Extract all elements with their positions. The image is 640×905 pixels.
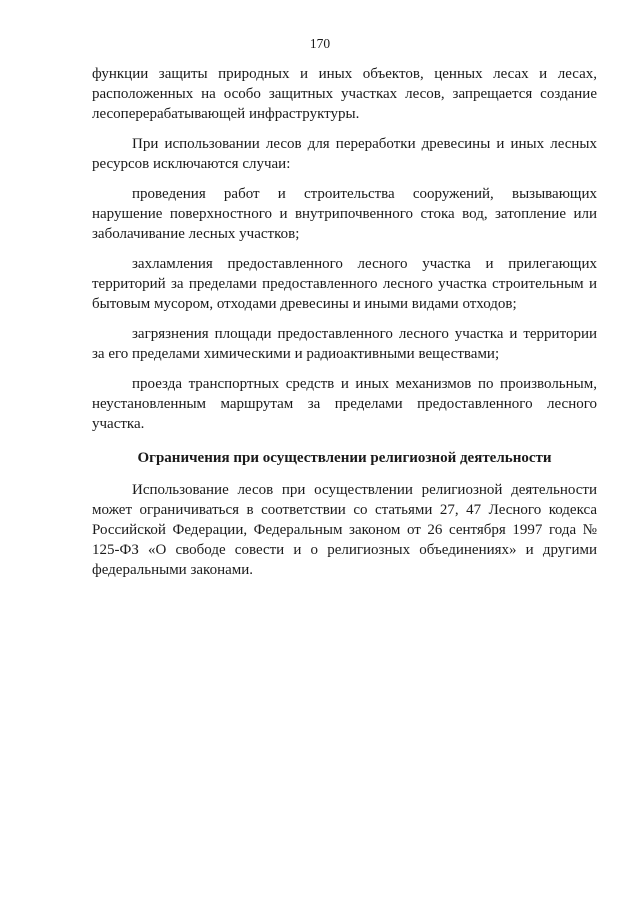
paragraph-case-2: захламления предоставленного лесного участка и прилегающих территорий за пределами предоставленного лесного участка строительным и бытовым мусором, отходами древесины и иными видами отходов; (92, 256, 597, 312)
section-heading: Ограничения при осуществлении религиозной деятельности (137, 450, 552, 466)
paragraph-continuation: функции защиты природных и иных объектов, ценных лесах и лесах, расположенных на особо защитных участках лесов, запрещается создание лесоперерабатывающей инфраструктуры. (92, 66, 597, 122)
paragraph-case-3: загрязнения площади предоставленного лесного участка и территории за его пределами химическими и радиоактивными веществами; (92, 326, 597, 362)
paragraph-case-4: проезда транспортных средств и иных механизмов по произвольным, неустановленным маршрутам за пределами предоставленного лесного участка. (92, 376, 597, 432)
paragraph-case-1: проведения работ и строительства сооружений, вызывающих нарушение поверхностного и внутрипочвенного стока вод, затопление или заболачивание лесных участков; (92, 186, 597, 242)
document-body (92, 64, 597, 590)
section-paragraph: Использование лесов при осуществлении религиозной деятельности может ограничиваться в соответствии со статьями 27, 47 Лесного кодекса Российской Федерации, Федеральным законом от 26 сентября 1997 года № 125-ФЗ «О свободе совести и о религиозных объединениях» и другими федеральными законами. (92, 482, 597, 578)
paragraph-intro: При использовании лесов для переработки древесины и иных лесных ресурсов исключаются случаи: (92, 136, 597, 172)
page-number: 170 (309, 36, 331, 51)
